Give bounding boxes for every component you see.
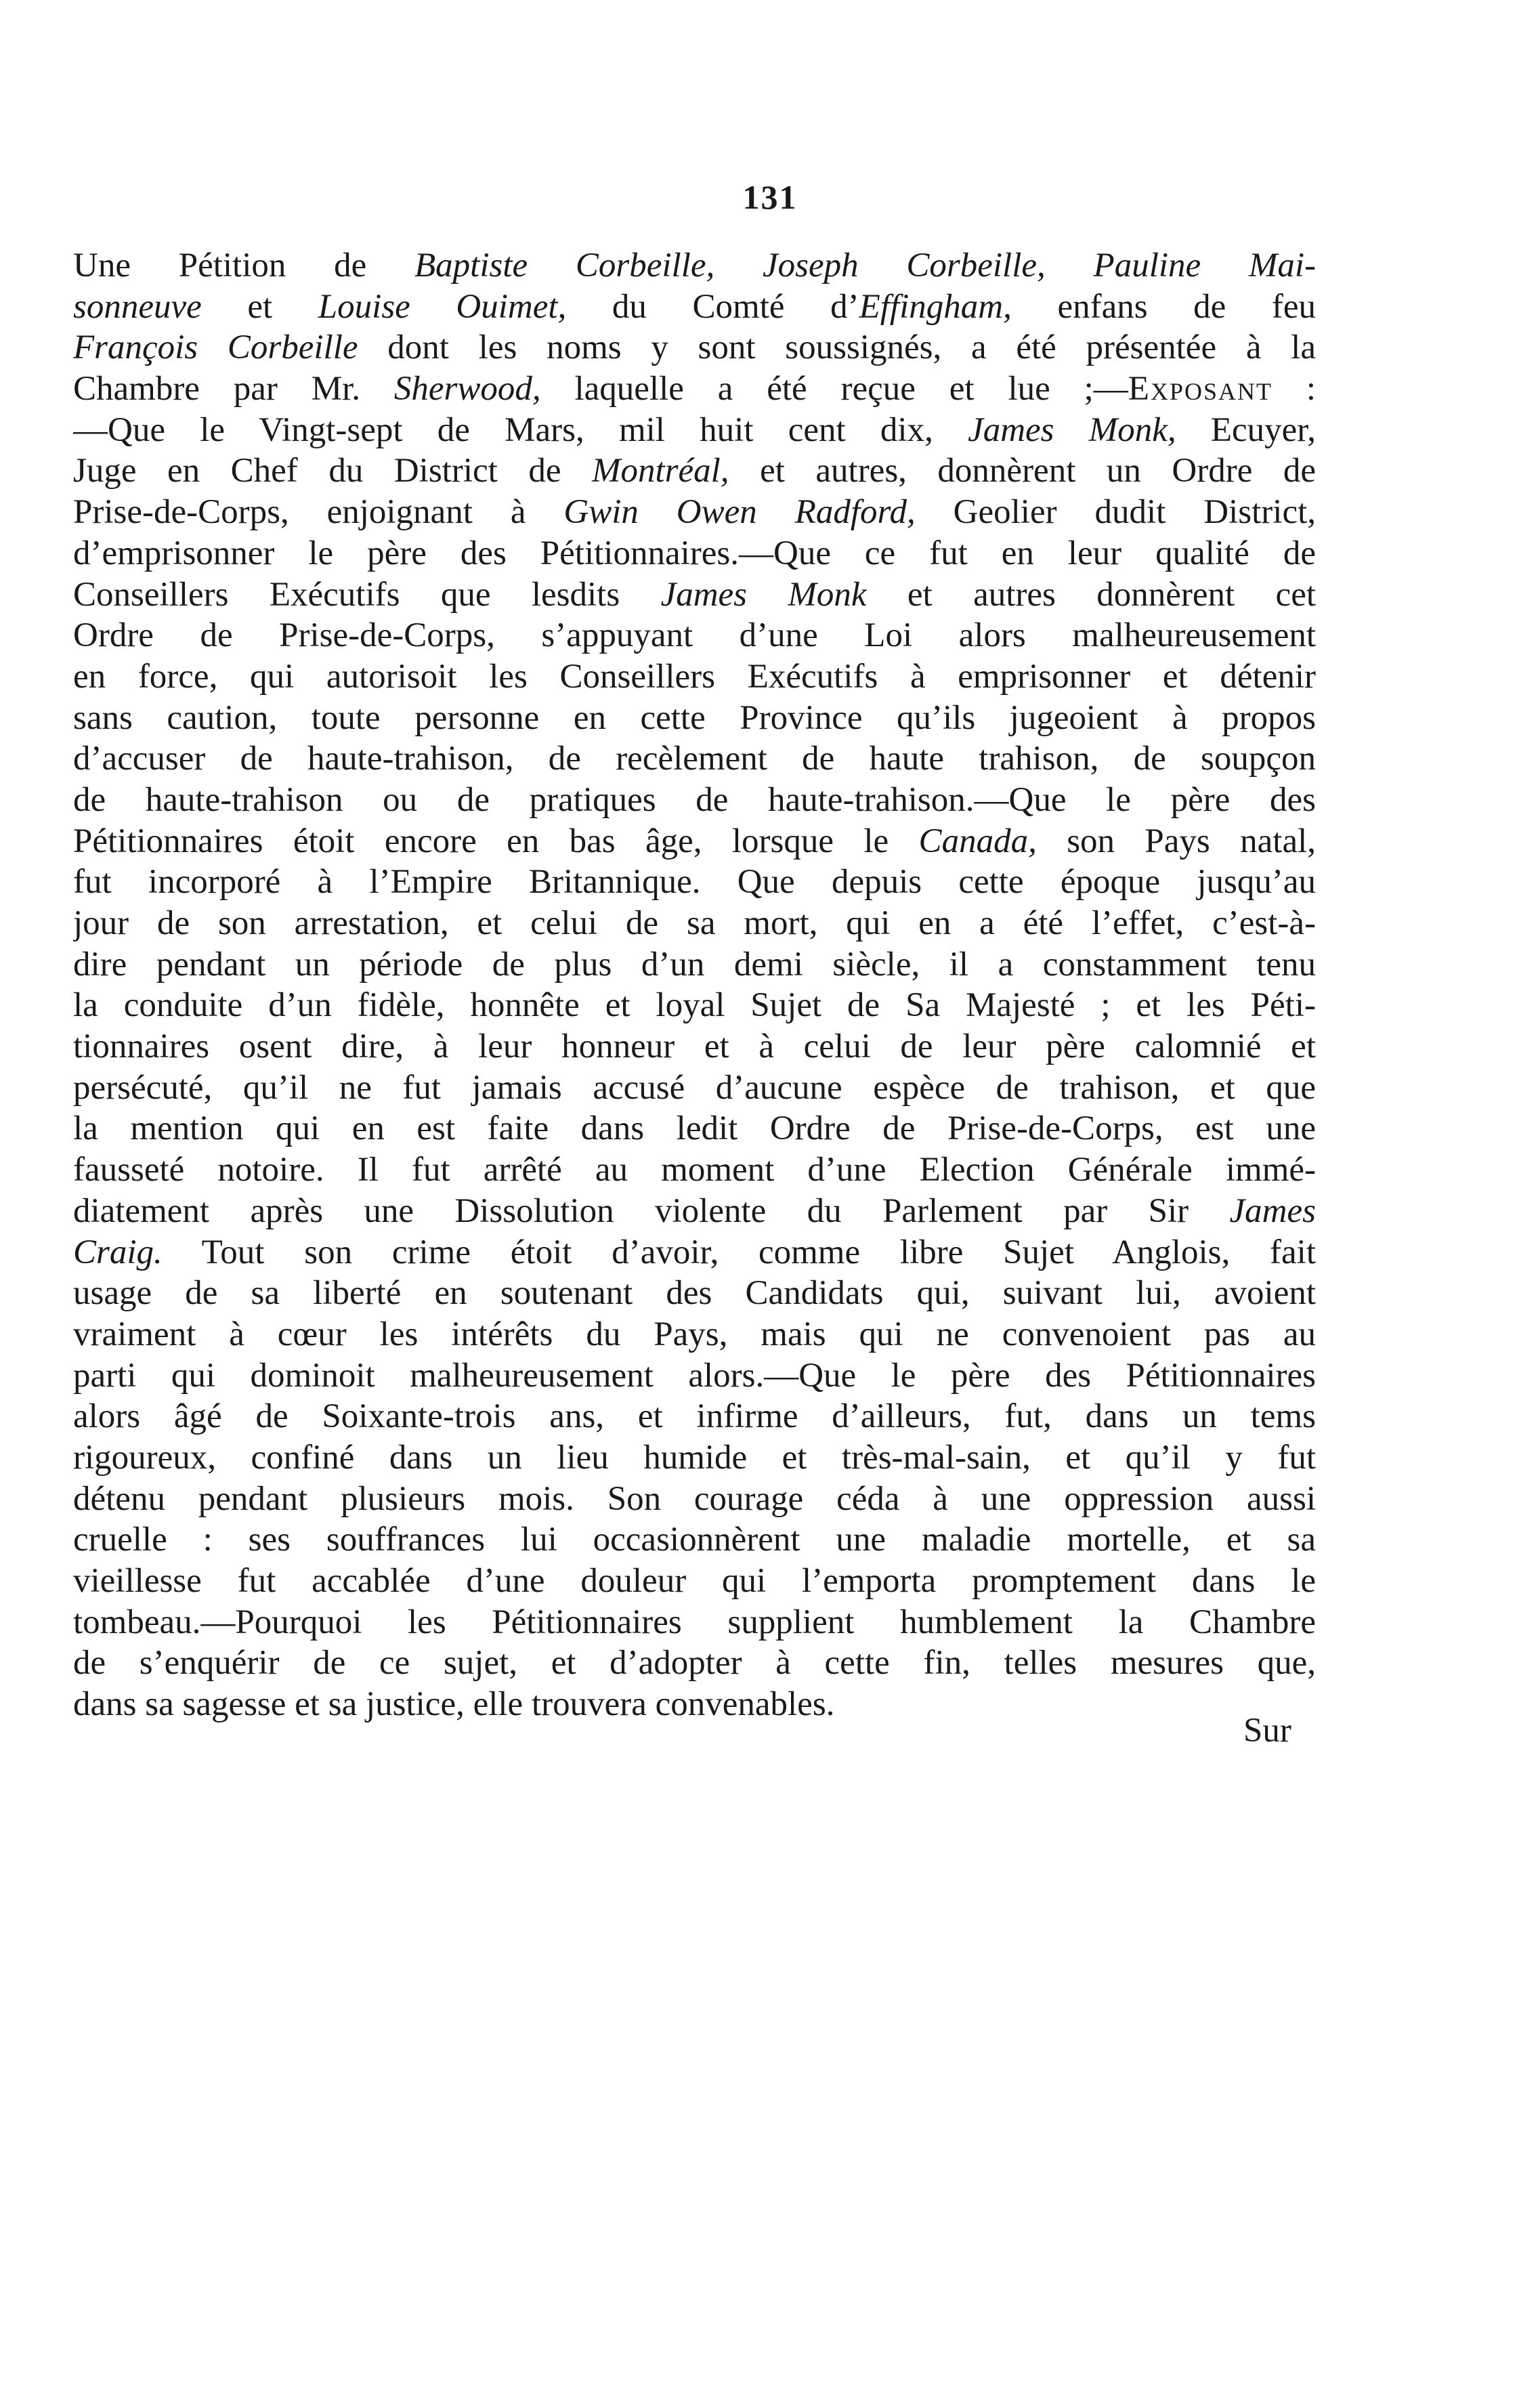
text-segment: fausseté notoire. Il fut arrêté au moment d’une Election Générale immé- — [73, 1151, 1316, 1189]
text-segment: —Que le Vingt-sept de Mars, mil huit cent dix, — [73, 410, 968, 449]
text-segment: Pétitionnaires étoit encore en bas âge, lorsque le — [73, 822, 919, 860]
text-segment: persécuté, qu’il ne fut jamais accusé d’aucune espèce de trahison, et que — [73, 1068, 1316, 1107]
italic-name: Baptiste Corbeille, — [414, 247, 715, 284]
text-segment: jour de son arrestation, et celui de sa mort, qui en a été l’effet, c’est-à- — [73, 904, 1316, 942]
text-line — [73, 245, 1316, 287]
petition-paragraph — [73, 245, 1316, 1725]
text-line — [73, 944, 1316, 986]
catchword: Sur — [1243, 1712, 1291, 1750]
italic-name: sonneuve — [73, 287, 202, 326]
italic-name: François Corbeille — [73, 329, 358, 367]
text-line — [73, 410, 1316, 451]
text-segment: Conseillers Exécutifs que lesdits — [73, 575, 661, 614]
text-line — [73, 533, 1316, 574]
text-line — [73, 1561, 1316, 1602]
text-segment: cruelle : ses souffrances lui occasionnèrent une maladie mortelle, et sa — [73, 1521, 1316, 1559]
text-line — [73, 1026, 1316, 1067]
small-caps-heading: Exposant — [1128, 370, 1272, 408]
text-line — [73, 1643, 1316, 1684]
italic-name: Louise Ouimet, — [318, 287, 567, 326]
text-segment: Tout son crime étoit d’avoir, comme libre Sujet Anglois, fait — [162, 1233, 1316, 1271]
text-line — [73, 1273, 1316, 1314]
text-segment: tionnaires osent dire, à leur honneur et à celui de leur père calomnié et — [73, 1028, 1316, 1066]
text-segment: laquelle a été reçue et lue ;— — [540, 370, 1128, 408]
text-segment: et — [201, 287, 318, 326]
text-segment: Juge en Chef du District de — [73, 452, 592, 490]
italic-name: Montréal, — [591, 452, 729, 490]
italic-name: Gwin Owen Radford, — [563, 493, 916, 532]
text-line — [73, 1519, 1316, 1561]
italic-name: Joseph Corbeille, — [763, 247, 1046, 284]
text-segment: dont les noms y sont soussignés, a été présentée à la — [358, 329, 1316, 367]
text-segment: dans sa sagesse et sa justice, elle trouvera convenables. — [73, 1685, 835, 1724]
text-line — [73, 450, 1316, 492]
text-segment: détenu pendant plusieurs mois. Son courage céda à une oppression aussi — [73, 1479, 1316, 1518]
text-line — [73, 287, 1316, 328]
italic-name: James Monk, — [968, 410, 1176, 449]
italic-name: Canada, — [918, 822, 1037, 860]
text-segment: usage de sa liberté en soutenant des Candidats qui, suivant lui, avoient — [73, 1274, 1316, 1313]
text-segment: son Pays natal, — [1036, 822, 1316, 860]
text-segment: Chambre par Mr. — [73, 370, 394, 408]
text-line — [73, 1108, 1316, 1149]
text-line — [73, 1314, 1316, 1355]
text-segment: d’accuser de haute-trahison, de recèlement de haute trahison, de soupçon — [73, 740, 1316, 778]
text-line — [73, 1067, 1316, 1109]
text-line — [73, 1191, 1316, 1232]
text-line — [73, 327, 1316, 368]
text-line — [73, 698, 1316, 739]
text-segment: et autres, donnèrent un Ordre de — [729, 452, 1316, 490]
text-segment — [1046, 247, 1094, 284]
text-segment: vraiment à cœur les intérêts du Pays, mais qui ne convenoient pas au — [73, 1315, 1316, 1353]
text-segment: dire pendant un période de plus d’un demi siècle, il a constamment tenu — [73, 945, 1316, 984]
text-line — [73, 985, 1316, 1026]
italic-name: James Monk — [660, 575, 867, 614]
text-segment: Ordre de Prise-de-Corps, s’appuyant d’une Loi alors malheureusement — [73, 616, 1316, 655]
text-line — [73, 1396, 1316, 1437]
text-line — [73, 1479, 1316, 1520]
text-line — [73, 780, 1316, 821]
text-line — [73, 615, 1316, 656]
text-line — [73, 574, 1316, 616]
text-segment: parti qui dominoit malheureusement alors.—Que le père des Pétitionnaires — [73, 1356, 1316, 1395]
page-number: 131 — [742, 178, 798, 216]
text-segment: Ecuyer, — [1176, 410, 1316, 449]
text-line — [73, 862, 1316, 903]
text-segment: tombeau.—Pourquoi les Pétitionnaires supplient humblement la Chambre — [73, 1603, 1316, 1641]
text-segment: la mention qui en est faite dans ledit Ordre de Prise-de-Corps, est une — [73, 1109, 1316, 1148]
text-line — [73, 1602, 1316, 1643]
text-segment — [714, 247, 763, 284]
text-segment: Prise-de-Corps, enjoignant à — [73, 493, 564, 532]
text-line — [73, 738, 1316, 780]
text-segment: d’emprisonner le père des Pétitionnaires.—Que ce fut en leur qualité de — [73, 534, 1316, 572]
text-segment: et autres donnèrent cet — [866, 575, 1316, 614]
text-line — [73, 1149, 1316, 1191]
text-line — [73, 1355, 1316, 1397]
italic-name: James — [1229, 1191, 1316, 1230]
text-segment: de s’enquérir de ce sujet, et d’adopter à cette fin, telles mesures que, — [73, 1644, 1316, 1683]
text-segment: la conduite d’un fidèle, honnête et loyal Sujet de Sa Majesté ; et les Péti- — [73, 986, 1316, 1025]
text-line — [73, 1684, 1316, 1725]
text-segment: rigoureux, confiné dans un lieu humide et très-mal-sain, et qu’il y fut — [73, 1438, 1316, 1477]
text-segment: : — [1272, 370, 1316, 408]
text-segment: sans caution, toute personne en cette Province qu’ils jugeoient à propos — [73, 698, 1316, 737]
text-line — [73, 1437, 1316, 1479]
text-segment: Geolier dudit District, — [915, 493, 1316, 532]
italic-name: Sherwood, — [393, 370, 541, 408]
text-line — [73, 656, 1316, 698]
text-segment: enfans de feu — [1011, 287, 1316, 326]
text-segment: alors âgé de Soixante-trois ans, et infirme d’ailleurs, fut, dans un tems — [73, 1397, 1316, 1436]
text-segment: du Comté d’ — [566, 287, 859, 326]
text-line — [73, 1232, 1316, 1273]
italic-name: Pauline Mai- — [1093, 247, 1316, 284]
text-line — [73, 368, 1316, 410]
text-line — [73, 821, 1316, 862]
text-segment: de haute-trahison ou de pratiques de haute-trahison.—Que le père des — [73, 780, 1316, 819]
italic-name: Craig. — [73, 1233, 163, 1271]
text-line — [73, 492, 1316, 533]
text-segment: en force, qui autorisoit les Conseillers Exécutifs à emprisonner et détenir — [73, 657, 1316, 696]
text-segment: diatement après une Dissolution violente du Parlement par Sir — [73, 1191, 1230, 1230]
text-segment: Une Pétition de — [73, 247, 414, 284]
text-line — [73, 903, 1316, 944]
text-segment: fut incorporé à l’Empire Britannique. Que depuis cette époque jusqu’au — [73, 863, 1316, 902]
text-segment: vieillesse fut accablée d’une douleur qui l’emporta promptement dans le — [73, 1562, 1316, 1600]
italic-name: Effingham, — [859, 287, 1012, 326]
